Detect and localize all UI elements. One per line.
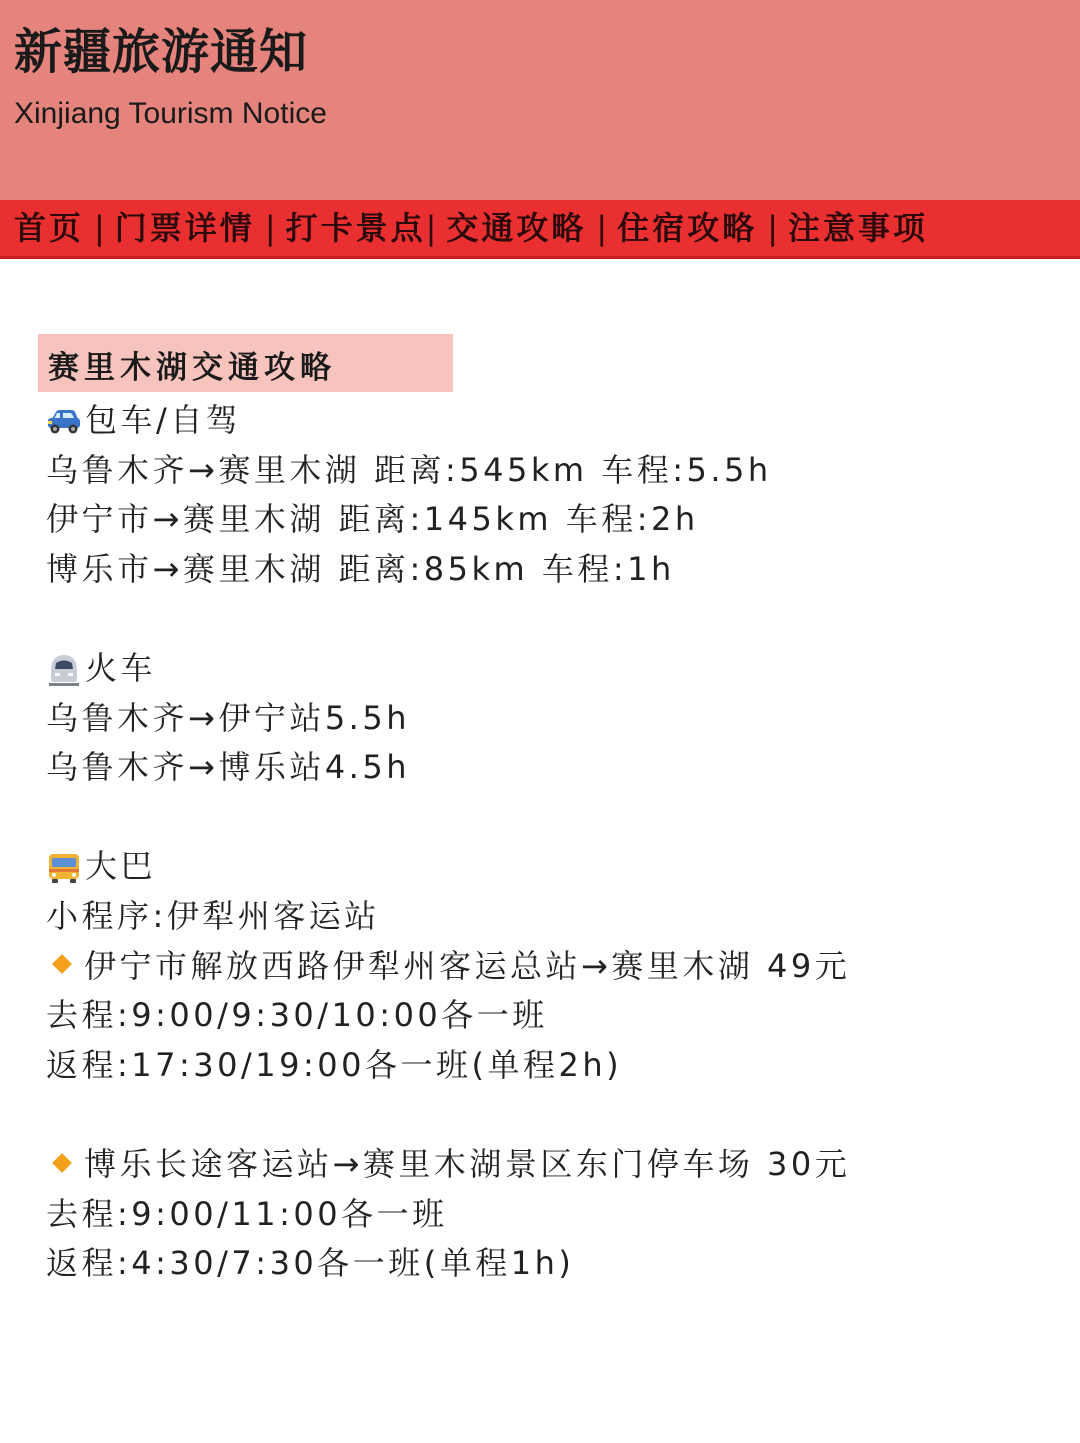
bus-icon	[46, 850, 82, 884]
bus-route-1-title: 伊宁市解放西路伊犁州客运总站→赛里木湖 49元	[84, 946, 851, 985]
train-route: 乌鲁木齐→博乐站4.5h	[46, 748, 410, 787]
section-title: 赛里木湖交通攻略	[48, 350, 336, 386]
bus-heading-line	[46, 842, 1056, 892]
orange-diamond-icon	[46, 948, 82, 984]
car-heading: 包车/自驾	[85, 401, 242, 439]
bus-route-1-return: 返程:17:30/19:00各一班(单程2h)	[46, 1045, 623, 1084]
nav-item-transport[interactable]: 交通攻略	[446, 209, 587, 247]
section-title-highlight	[38, 334, 453, 392]
page-title: 新疆旅游通知	[14, 24, 309, 80]
bus-route-2-title: 博乐长途客运站→赛里木湖景区东门停车场 30元	[84, 1144, 851, 1183]
train-heading-line	[46, 644, 1056, 694]
car-route: 伊宁市→赛里木湖 距离:145km 车程:2h	[46, 500, 699, 539]
bus-miniprogram: 小程序:伊犁州客运站	[46, 896, 380, 935]
bus-heading: 大巴	[85, 847, 157, 886]
car-route: 博乐市→赛里木湖 距离:85km 车程:1h	[46, 549, 675, 588]
car-icon	[46, 404, 82, 438]
train-heading: 火车	[85, 648, 157, 687]
nav-item-accommodation[interactable]: 住宿攻略	[617, 209, 758, 247]
car-route: 乌鲁木齐→赛里木湖 距离:545km 车程:5.5h	[46, 450, 772, 489]
nav-separator: |	[767, 209, 778, 247]
bus-route-2-return: 返程:4:30/7:30各一班(单程1h)	[46, 1244, 575, 1283]
nav-separator: |	[596, 209, 608, 247]
orange-diamond-icon	[46, 1147, 82, 1183]
nav-item-tickets[interactable]: 门票详情	[114, 209, 255, 247]
nav-separator: |	[425, 209, 437, 247]
bus-route-1-depart: 去程:9:00/9:30/10:00各一班	[46, 996, 548, 1035]
nav-item-notes[interactable]: 注意事项	[787, 209, 928, 247]
nav-bar	[0, 200, 1080, 259]
train-route: 乌鲁木齐→伊宁站5.5h	[46, 698, 410, 737]
bus-route-1-line	[46, 942, 1056, 992]
bus-route-2-depart: 去程:9:00/11:00各一班	[46, 1194, 448, 1233]
page-subtitle: Xinjiang Tourism Notice	[14, 97, 327, 130]
bus-route-2-line	[46, 1140, 1056, 1190]
transport-content	[46, 396, 1056, 1289]
header	[0, 0, 1080, 200]
nav-item-home[interactable]: 首页	[14, 209, 85, 247]
nav-separator: |	[94, 209, 105, 247]
train-icon	[46, 652, 82, 686]
car-heading-line	[46, 396, 1056, 446]
nav-separator: |	[264, 209, 276, 247]
nav-item-attractions[interactable]: 打卡景点	[285, 209, 426, 247]
